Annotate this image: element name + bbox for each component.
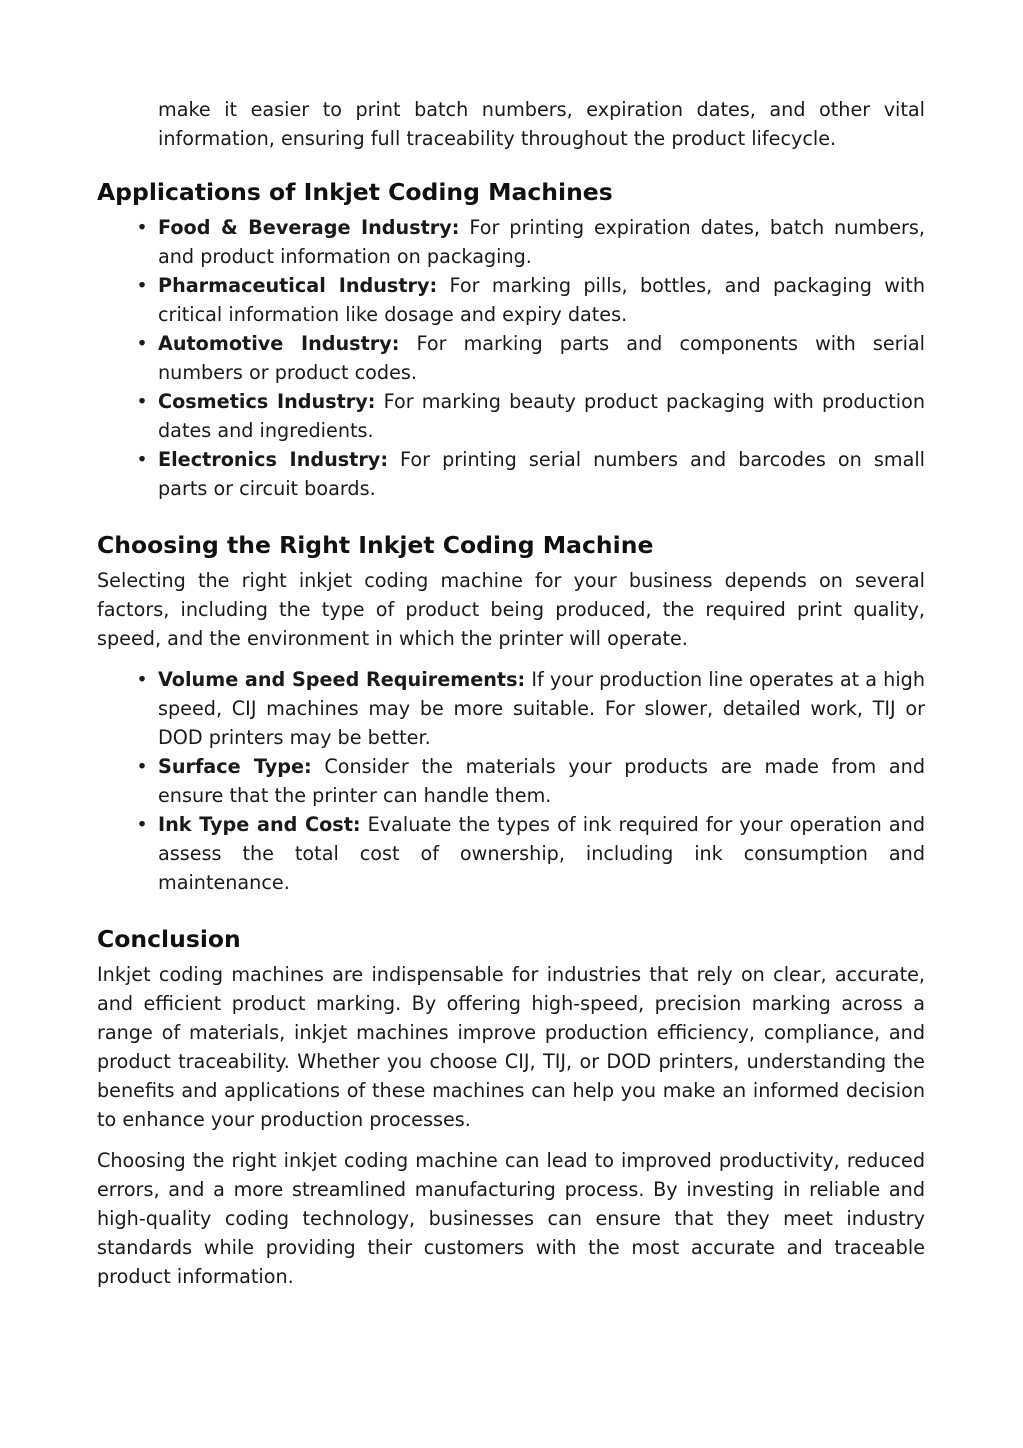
list-item bbox=[97, 329, 925, 387]
item-text: For printing expiration dates, batch numbers, and product information on packaging. bbox=[158, 216, 926, 268]
choosing-intro: Selecting the right inkjet coding machine for your business depends on several factors, including the type of product being produced, the required print quality, speed, and the environment in which the printer will operate. bbox=[97, 569, 925, 650]
bullet-icon: • bbox=[136, 390, 148, 413]
list-item bbox=[97, 271, 925, 329]
bullet-icon: • bbox=[136, 755, 148, 778]
applications-heading: Applications of Inkjet Coding Machines bbox=[97, 178, 613, 206]
choosing-heading: Choosing the Right Inkjet Coding Machine bbox=[97, 531, 654, 559]
item-term: Food & Beverage Industry: bbox=[158, 216, 460, 239]
item-text: For marking pills, bottles, and packaging with critical information like dosage and expiry dates. bbox=[158, 274, 925, 326]
applications-list bbox=[97, 213, 925, 503]
continuation-paragraph: make it easier to print batch numbers, expiration dates, and other vital information, ensuring full traceability throughout the product lifecycle. bbox=[158, 98, 925, 150]
conclusion-paragraph: Inkjet coding machines are indispensable for industries that rely on clear, accurate, and efficient product marking. By offering high-speed, precision marking across a range of materials, inkjet machines improve production efficiency, compliance, and product traceability. Whether you choose CIJ, TIJ, or DOD printers, understanding the benefits and applications of these machines can help you make an informed decision to enhance your production processes. bbox=[97, 963, 925, 1131]
item-term: Automotive Industry: bbox=[158, 332, 400, 355]
conclusion-paragraph: Choosing the right inkjet coding machine can lead to improved productivity, reduced errors, and a more streamlined manufacturing process. By investing in reliable and high-quality coding technology, businesses can ensure that they meet industry standards while providing their customers with the most accurate and traceable product information. bbox=[97, 1149, 925, 1288]
item-text: For marking parts and components with serial numbers or product codes. bbox=[158, 332, 925, 384]
bullet-icon: • bbox=[136, 448, 148, 471]
item-term: Surface Type: bbox=[158, 755, 312, 778]
criteria-list bbox=[97, 665, 925, 897]
list-item bbox=[97, 213, 925, 271]
item-term: Pharmaceutical Industry: bbox=[158, 274, 438, 297]
bullet-icon: • bbox=[136, 274, 148, 297]
item-term: Electronics Industry: bbox=[158, 448, 388, 471]
list-item bbox=[97, 445, 925, 503]
item-text: For printing serial numbers and barcodes on small parts or circuit boards. bbox=[158, 448, 925, 500]
bullet-icon: • bbox=[136, 813, 148, 836]
item-term: Cosmetics Industry: bbox=[158, 390, 376, 413]
conclusion-heading: Conclusion bbox=[97, 925, 241, 953]
bullet-icon: • bbox=[136, 216, 148, 239]
item-text: If your production line operates at a high speed, CIJ machines may be more suitable. For slower, detailed work, TIJ or DOD printers may be better. bbox=[158, 668, 925, 749]
item-text: Evaluate the types of ink required for your operation and assess the total cost of ownership, including ink consumption and maintenance. bbox=[158, 813, 925, 894]
bullet-icon: • bbox=[136, 332, 148, 355]
list-item bbox=[97, 665, 925, 752]
item-term: Ink Type and Cost: bbox=[158, 813, 361, 836]
bullet-icon: • bbox=[136, 668, 148, 691]
document-page bbox=[97, 95, 925, 1291]
item-text: Consider the materials your products are made from and ensure that the printer can handle them. bbox=[158, 755, 925, 807]
item-term: Volume and Speed Requirements: bbox=[158, 668, 526, 691]
list-item bbox=[97, 752, 925, 810]
list-item bbox=[97, 387, 925, 445]
item-text: For marking beauty product packaging with production dates and ingredients. bbox=[158, 390, 925, 442]
list-item bbox=[97, 810, 925, 897]
